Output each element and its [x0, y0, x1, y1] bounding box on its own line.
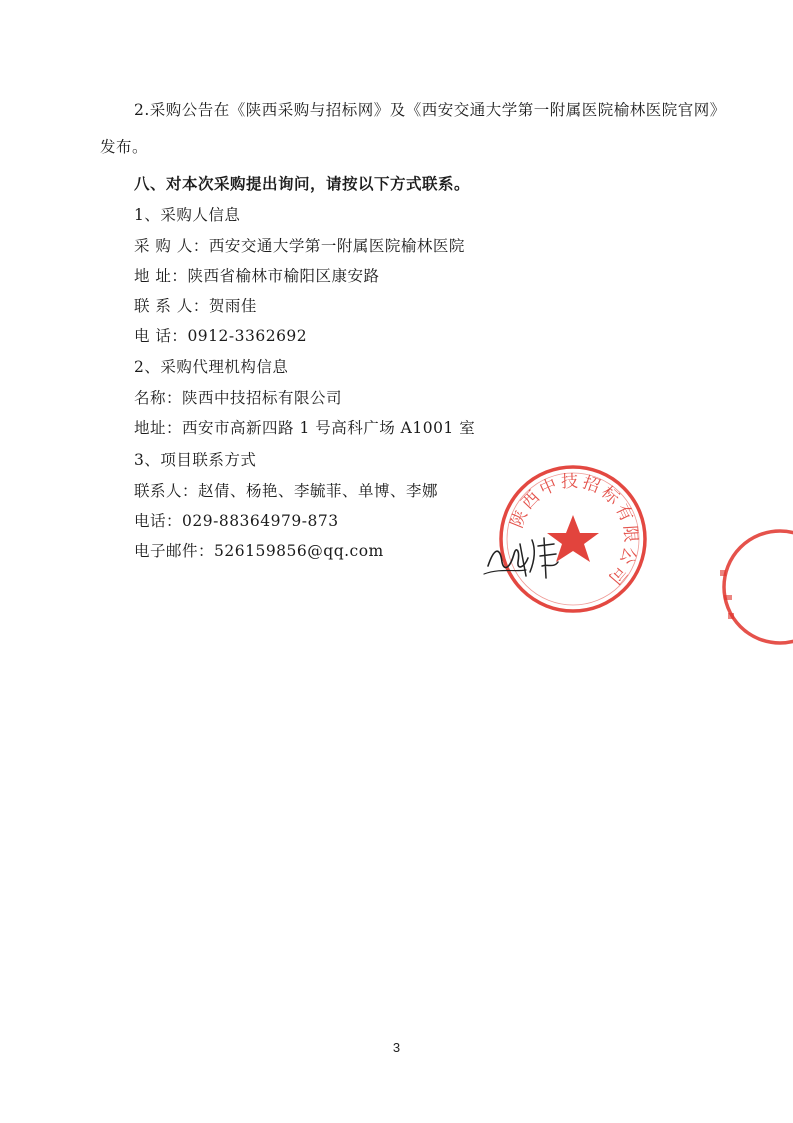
- address-value: 陕西省榆林市榆阳区康安路: [187, 267, 380, 285]
- project-contact-heading-text: 3、项目联系方式: [134, 451, 257, 469]
- project-phone-label: 电话：: [134, 512, 183, 530]
- announcement-publish-text-cont: 发布。: [100, 138, 149, 156]
- section-heading-inquiry: [134, 174, 470, 194]
- project-contact-heading: [134, 450, 256, 470]
- agency-name-line: [134, 388, 342, 408]
- announcement-publish-text: 2.采购公告在《陕西采购与招标网》及《西安交通大学第一附属医院榆林医院官网》: [134, 101, 726, 119]
- contact-label: 联 系 人：: [134, 297, 209, 315]
- handwritten-signature: [480, 528, 570, 583]
- email-value: 526159856@qq.com: [214, 542, 384, 560]
- agency-info-heading: [134, 357, 288, 377]
- page-number: 3: [392, 1040, 401, 1055]
- partial-seal-graphic: [700, 525, 793, 650]
- project-phone-value: 029-88364979-873: [182, 512, 339, 530]
- agency-address-label: 地址：: [134, 419, 183, 437]
- address-label: 地 址：: [134, 267, 188, 285]
- purchaser-line: [134, 236, 465, 256]
- contact-line: [134, 296, 257, 316]
- phone-value: 0912-3362692: [187, 327, 308, 345]
- email-line: [134, 541, 384, 561]
- agency-info-heading-text: 2、采购代理机构信息: [134, 358, 289, 376]
- phone-label: 电 话：: [134, 327, 188, 345]
- purchaser-value: 西安交通大学第一附属医院榆林医院: [208, 237, 465, 255]
- agency-address-value: 西安市高新四路 1 号高科广场 A1001 室: [182, 419, 476, 437]
- purchaser-info-heading-text: 1、采购人信息: [134, 206, 241, 224]
- agency-name-value: 陕西中技招标有限公司: [182, 389, 343, 407]
- project-contact-label: 联系人：: [134, 482, 199, 500]
- address-line: [134, 266, 379, 286]
- phone-line: [134, 326, 307, 346]
- project-phone-line: [134, 511, 339, 531]
- agency-address-line: [134, 418, 475, 438]
- section-heading-text: 八、对本次采购提出询问，请按以下方式联系。: [134, 174, 471, 193]
- announcement-publish-line-cont: [100, 137, 148, 157]
- seal-text: 陕西中技招标有限公司: [507, 471, 641, 591]
- purchaser-info-heading: [134, 205, 240, 225]
- announcement-publish-line: [134, 100, 726, 120]
- project-contact-line: [134, 481, 438, 501]
- agency-name-label: 名称：: [134, 389, 183, 407]
- project-contact-value: 赵倩、杨艳、李毓菲、单博、李娜: [198, 482, 439, 500]
- contact-value: 贺雨佳: [208, 297, 257, 315]
- email-label: 电子邮件：: [134, 542, 215, 560]
- partial-seal-edge: [700, 525, 793, 650]
- purchaser-label: 采 购 人：: [134, 237, 209, 255]
